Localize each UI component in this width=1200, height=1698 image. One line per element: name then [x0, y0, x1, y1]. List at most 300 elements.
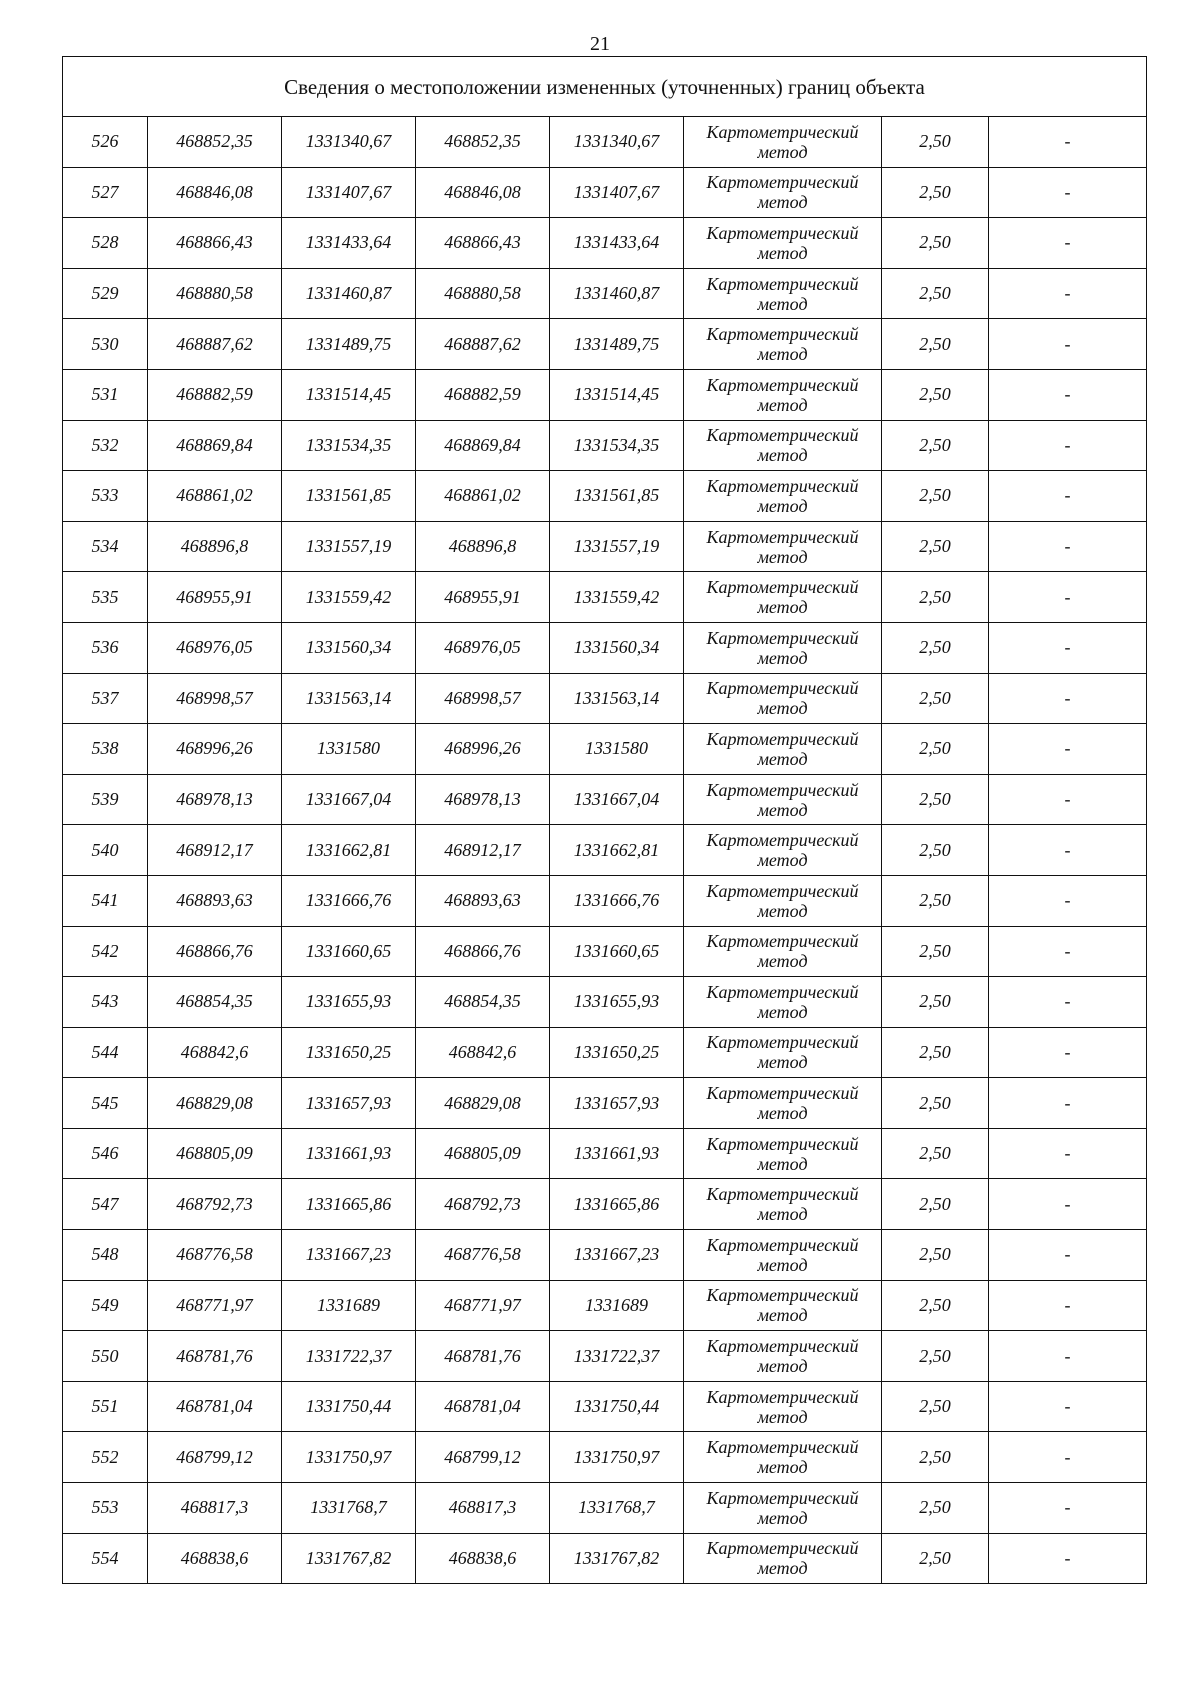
note-cell: -: [989, 1078, 1147, 1129]
method-line-1: Картометрический: [706, 172, 859, 193]
accuracy-cell: 2,50: [882, 875, 989, 926]
table-row: [63, 117, 1147, 168]
method-line-2: метод: [757, 546, 808, 567]
method-line-1: Картометрический: [706, 1083, 859, 1104]
method-line-1: Картометрический: [706, 830, 859, 851]
method-line-2: метод: [757, 647, 808, 668]
refined-y-cell: 1331750,97: [550, 1432, 684, 1483]
existing-y-cell: 1331722,37: [282, 1331, 416, 1382]
accuracy-cell: 2,50: [882, 1179, 989, 1230]
method-line-2: метод: [757, 293, 808, 314]
method-line-1: Картометрический: [706, 1336, 859, 1357]
method-line-2: метод: [757, 748, 808, 769]
point-number-cell: 552: [63, 1432, 148, 1483]
existing-y-cell: 1331662,81: [282, 825, 416, 876]
refined-x-cell: 468846,08: [416, 167, 550, 218]
point-number-cell: 528: [63, 218, 148, 269]
method-cell: [684, 1078, 882, 1129]
existing-y-cell: 1331666,76: [282, 875, 416, 926]
method-line-1: Картометрический: [706, 374, 859, 395]
method-line-2: метод: [757, 900, 808, 921]
point-number-cell: 544: [63, 1027, 148, 1078]
accuracy-cell: 2,50: [882, 369, 989, 420]
existing-y-cell: 1331689: [282, 1280, 416, 1331]
table-row: [63, 1179, 1147, 1230]
method-line-1: Картометрический: [706, 1386, 859, 1407]
note-cell: -: [989, 1381, 1147, 1432]
accuracy-cell: 2,50: [882, 1381, 989, 1432]
method-cell: [684, 1533, 882, 1584]
method-cell: [684, 1331, 882, 1382]
accuracy-cell: 2,50: [882, 724, 989, 775]
method-cell: [684, 724, 882, 775]
existing-y-cell: 1331750,44: [282, 1381, 416, 1432]
existing-y-cell: 1331534,35: [282, 420, 416, 471]
method-cell: [684, 926, 882, 977]
refined-y-cell: 1331560,34: [550, 622, 684, 673]
accuracy-cell: 2,50: [882, 521, 989, 572]
method-cell: [684, 1230, 882, 1281]
note-cell: -: [989, 471, 1147, 522]
refined-y-cell: 1331661,93: [550, 1128, 684, 1179]
refined-x-cell: 468781,04: [416, 1381, 550, 1432]
refined-y-cell: 1331665,86: [550, 1179, 684, 1230]
point-number-cell: 553: [63, 1483, 148, 1534]
table-row: [63, 218, 1147, 269]
method-cell: [684, 117, 882, 168]
existing-y-cell: 1331657,93: [282, 1078, 416, 1129]
point-number-cell: 541: [63, 875, 148, 926]
method-line-2: метод: [757, 1457, 808, 1478]
existing-y-cell: 1331340,67: [282, 117, 416, 168]
note-cell: -: [989, 218, 1147, 269]
method-line-2: метод: [757, 1558, 808, 1579]
existing-x-cell: 468771,97: [148, 1280, 282, 1331]
note-cell: -: [989, 521, 1147, 572]
method-line-2: метод: [757, 192, 808, 213]
point-number-cell: 542: [63, 926, 148, 977]
accuracy-cell: 2,50: [882, 1331, 989, 1382]
existing-y-cell: 1331557,19: [282, 521, 416, 572]
point-number-cell: 532: [63, 420, 148, 471]
refined-y-cell: 1331561,85: [550, 471, 684, 522]
method-line-2: метод: [757, 850, 808, 871]
accuracy-cell: 2,50: [882, 1432, 989, 1483]
method-cell: [684, 268, 882, 319]
note-cell: -: [989, 1331, 1147, 1382]
accuracy-cell: 2,50: [882, 774, 989, 825]
note-cell: -: [989, 1128, 1147, 1179]
refined-y-cell: 1331750,44: [550, 1381, 684, 1432]
point-number-cell: 546: [63, 1128, 148, 1179]
existing-y-cell: 1331667,23: [282, 1230, 416, 1281]
existing-x-cell: 468880,58: [148, 268, 282, 319]
accuracy-cell: 2,50: [882, 117, 989, 168]
accuracy-cell: 2,50: [882, 1280, 989, 1331]
point-number-cell: 533: [63, 471, 148, 522]
method-line-2: метод: [757, 1204, 808, 1225]
refined-y-cell: 1331660,65: [550, 926, 684, 977]
table-row: [63, 622, 1147, 673]
refined-x-cell: 468955,91: [416, 572, 550, 623]
existing-x-cell: 468978,13: [148, 774, 282, 825]
refined-y-cell: 1331340,67: [550, 117, 684, 168]
existing-y-cell: 1331655,93: [282, 977, 416, 1028]
existing-x-cell: 468866,43: [148, 218, 282, 269]
point-number-cell: 536: [63, 622, 148, 673]
refined-y-cell: 1331534,35: [550, 420, 684, 471]
accuracy-cell: 2,50: [882, 572, 989, 623]
accuracy-cell: 2,50: [882, 1078, 989, 1129]
existing-x-cell: 468776,58: [148, 1230, 282, 1281]
method-cell: [684, 218, 882, 269]
method-cell: [684, 1027, 882, 1078]
method-line-2: метод: [757, 445, 808, 466]
refined-y-cell: 1331768,7: [550, 1483, 684, 1534]
refined-y-cell: 1331689: [550, 1280, 684, 1331]
method-line-1: Картометрический: [706, 1032, 859, 1053]
table-row: [63, 1533, 1147, 1584]
method-line-1: Картометрический: [706, 425, 859, 446]
existing-y-cell: 1331750,97: [282, 1432, 416, 1483]
method-line-2: метод: [757, 495, 808, 516]
method-line-1: Картометрический: [706, 1234, 859, 1255]
method-line-2: метод: [757, 1052, 808, 1073]
existing-x-cell: 468781,76: [148, 1331, 282, 1382]
boundary-coordinates-table: [62, 56, 1147, 1584]
existing-x-cell: 468792,73: [148, 1179, 282, 1230]
note-cell: -: [989, 1483, 1147, 1534]
note-cell: -: [989, 977, 1147, 1028]
existing-x-cell: 468869,84: [148, 420, 282, 471]
existing-y-cell: 1331561,85: [282, 471, 416, 522]
existing-x-cell: 468998,57: [148, 673, 282, 724]
existing-x-cell: 468896,8: [148, 521, 282, 572]
point-number-cell: 531: [63, 369, 148, 420]
method-cell: [684, 572, 882, 623]
refined-x-cell: 468829,08: [416, 1078, 550, 1129]
existing-y-cell: 1331407,67: [282, 167, 416, 218]
existing-y-cell: 1331489,75: [282, 319, 416, 370]
method-cell: [684, 1128, 882, 1179]
accuracy-cell: 2,50: [882, 218, 989, 269]
method-cell: [684, 1280, 882, 1331]
refined-x-cell: 468852,35: [416, 117, 550, 168]
note-cell: -: [989, 1432, 1147, 1483]
existing-y-cell: 1331514,45: [282, 369, 416, 420]
point-number-cell: 540: [63, 825, 148, 876]
existing-x-cell: 468852,35: [148, 117, 282, 168]
method-line-1: Картометрический: [706, 273, 859, 294]
accuracy-cell: 2,50: [882, 1230, 989, 1281]
table-row: [63, 1381, 1147, 1432]
refined-y-cell: 1331655,93: [550, 977, 684, 1028]
page-number: 21: [590, 33, 610, 55]
table-row: [63, 521, 1147, 572]
refined-y-cell: 1331433,64: [550, 218, 684, 269]
method-line-2: метод: [757, 1507, 808, 1528]
method-line-1: Картометрический: [706, 121, 859, 142]
table-row: [63, 774, 1147, 825]
refined-x-cell: 468854,35: [416, 977, 550, 1028]
point-number-cell: 534: [63, 521, 148, 572]
table-row: [63, 471, 1147, 522]
existing-y-cell: 1331580: [282, 724, 416, 775]
refined-x-cell: 468912,17: [416, 825, 550, 876]
table-row: [63, 825, 1147, 876]
table-row: [63, 1078, 1147, 1129]
method-cell: [684, 1432, 882, 1483]
table-body: [63, 57, 1147, 1584]
refined-x-cell: 468978,13: [416, 774, 550, 825]
table-row: [63, 1128, 1147, 1179]
method-line-2: метод: [757, 799, 808, 820]
existing-x-cell: 468996,26: [148, 724, 282, 775]
table-row: [63, 1483, 1147, 1534]
refined-y-cell: 1331514,45: [550, 369, 684, 420]
refined-y-cell: 1331489,75: [550, 319, 684, 370]
note-cell: -: [989, 572, 1147, 623]
existing-y-cell: 1331661,93: [282, 1128, 416, 1179]
table-title: Сведения о местоположении измененных (уточненных) границ объекта: [63, 57, 1147, 117]
method-line-2: метод: [757, 951, 808, 972]
note-cell: -: [989, 319, 1147, 370]
note-cell: -: [989, 1280, 1147, 1331]
method-cell: [684, 673, 882, 724]
accuracy-cell: 2,50: [882, 622, 989, 673]
existing-x-cell: 468854,35: [148, 977, 282, 1028]
point-number-cell: 538: [63, 724, 148, 775]
note-cell: -: [989, 1533, 1147, 1584]
existing-y-cell: 1331665,86: [282, 1179, 416, 1230]
refined-y-cell: 1331767,82: [550, 1533, 684, 1584]
note-cell: -: [989, 774, 1147, 825]
method-cell: [684, 875, 882, 926]
method-cell: [684, 774, 882, 825]
existing-x-cell: 468866,76: [148, 926, 282, 977]
table-row: [63, 875, 1147, 926]
accuracy-cell: 2,50: [882, 1533, 989, 1584]
point-number-cell: 550: [63, 1331, 148, 1382]
table-row: [63, 1280, 1147, 1331]
method-line-1: Картометрический: [706, 1437, 859, 1458]
refined-x-cell: 468861,02: [416, 471, 550, 522]
refined-x-cell: 468799,12: [416, 1432, 550, 1483]
refined-x-cell: 468805,09: [416, 1128, 550, 1179]
method-cell: [684, 369, 882, 420]
note-cell: -: [989, 724, 1147, 775]
refined-y-cell: 1331557,19: [550, 521, 684, 572]
accuracy-cell: 2,50: [882, 926, 989, 977]
refined-x-cell: 468776,58: [416, 1230, 550, 1281]
note-cell: -: [989, 1179, 1147, 1230]
note-cell: -: [989, 825, 1147, 876]
existing-y-cell: 1331650,25: [282, 1027, 416, 1078]
refined-y-cell: 1331667,04: [550, 774, 684, 825]
method-cell: [684, 1179, 882, 1230]
note-cell: -: [989, 420, 1147, 471]
table-row: [63, 1432, 1147, 1483]
refined-x-cell: 468887,62: [416, 319, 550, 370]
existing-x-cell: 468882,59: [148, 369, 282, 420]
point-number-cell: 548: [63, 1230, 148, 1281]
note-cell: -: [989, 622, 1147, 673]
point-number-cell: 551: [63, 1381, 148, 1432]
table-row: [63, 319, 1147, 370]
method-cell: [684, 420, 882, 471]
refined-y-cell: 1331650,25: [550, 1027, 684, 1078]
accuracy-cell: 2,50: [882, 825, 989, 876]
refined-x-cell: 468893,63: [416, 875, 550, 926]
point-number-cell: 549: [63, 1280, 148, 1331]
accuracy-cell: 2,50: [882, 1128, 989, 1179]
refined-x-cell: 468896,8: [416, 521, 550, 572]
accuracy-cell: 2,50: [882, 673, 989, 724]
refined-x-cell: 468771,97: [416, 1280, 550, 1331]
table-row: [63, 673, 1147, 724]
refined-x-cell: 468842,6: [416, 1027, 550, 1078]
point-number-cell: 554: [63, 1533, 148, 1584]
note-cell: -: [989, 926, 1147, 977]
accuracy-cell: 2,50: [882, 268, 989, 319]
existing-y-cell: 1331559,42: [282, 572, 416, 623]
accuracy-cell: 2,50: [882, 420, 989, 471]
refined-x-cell: 468882,59: [416, 369, 550, 420]
note-cell: -: [989, 673, 1147, 724]
method-line-1: Картометрический: [706, 475, 859, 496]
method-line-1: Картометрический: [706, 931, 859, 952]
refined-y-cell: 1331580: [550, 724, 684, 775]
table-row: [63, 420, 1147, 471]
method-line-2: метод: [757, 1356, 808, 1377]
accuracy-cell: 2,50: [882, 977, 989, 1028]
method-cell: [684, 167, 882, 218]
refined-y-cell: 1331722,37: [550, 1331, 684, 1382]
method-line-2: метод: [757, 344, 808, 365]
method-line-2: метод: [757, 394, 808, 415]
refined-x-cell: 468866,43: [416, 218, 550, 269]
table-row: [63, 369, 1147, 420]
refined-y-cell: 1331657,93: [550, 1078, 684, 1129]
refined-x-cell: 468781,76: [416, 1331, 550, 1382]
method-line-2: метод: [757, 1153, 808, 1174]
method-line-1: Картометрический: [706, 1487, 859, 1508]
method-cell: [684, 1483, 882, 1534]
existing-x-cell: 468861,02: [148, 471, 282, 522]
refined-y-cell: 1331559,42: [550, 572, 684, 623]
existing-x-cell: 468842,6: [148, 1027, 282, 1078]
method-line-1: Картометрический: [706, 1285, 859, 1306]
existing-y-cell: 1331660,65: [282, 926, 416, 977]
refined-x-cell: 468869,84: [416, 420, 550, 471]
method-line-1: Картометрический: [706, 728, 859, 749]
existing-x-cell: 468912,17: [148, 825, 282, 876]
method-line-1: Картометрический: [706, 1133, 859, 1154]
method-line-1: Картометрический: [706, 526, 859, 547]
refined-y-cell: 1331460,87: [550, 268, 684, 319]
method-line-1: Картометрический: [706, 779, 859, 800]
point-number-cell: 527: [63, 167, 148, 218]
method-line-1: Картометрический: [706, 880, 859, 901]
table-row: [63, 724, 1147, 775]
method-line-2: метод: [757, 242, 808, 263]
point-number-cell: 545: [63, 1078, 148, 1129]
refined-y-cell: 1331667,23: [550, 1230, 684, 1281]
refined-y-cell: 1331563,14: [550, 673, 684, 724]
method-line-2: метод: [757, 597, 808, 618]
method-line-2: метод: [757, 1406, 808, 1427]
method-line-1: Картометрический: [706, 577, 859, 598]
refined-x-cell: 468792,73: [416, 1179, 550, 1230]
existing-y-cell: 1331768,7: [282, 1483, 416, 1534]
note-cell: -: [989, 1230, 1147, 1281]
method-line-2: метод: [757, 1254, 808, 1275]
method-line-2: метод: [757, 1103, 808, 1124]
existing-x-cell: 468799,12: [148, 1432, 282, 1483]
accuracy-cell: 2,50: [882, 471, 989, 522]
refined-x-cell: 468996,26: [416, 724, 550, 775]
table-row: [63, 977, 1147, 1028]
point-number-cell: 529: [63, 268, 148, 319]
method-cell: [684, 825, 882, 876]
method-line-2: метод: [757, 1001, 808, 1022]
existing-x-cell: 468781,04: [148, 1381, 282, 1432]
existing-y-cell: 1331433,64: [282, 218, 416, 269]
table-row: [63, 572, 1147, 623]
existing-x-cell: 468846,08: [148, 167, 282, 218]
existing-x-cell: 468955,91: [148, 572, 282, 623]
existing-x-cell: 468829,08: [148, 1078, 282, 1129]
existing-x-cell: 468838,6: [148, 1533, 282, 1584]
method-line-1: Картометрический: [706, 981, 859, 1002]
existing-y-cell: 1331460,87: [282, 268, 416, 319]
method-line-1: Картометрический: [706, 324, 859, 345]
point-number-cell: 530: [63, 319, 148, 370]
note-cell: -: [989, 369, 1147, 420]
existing-y-cell: 1331563,14: [282, 673, 416, 724]
method-line-1: Картометрический: [706, 222, 859, 243]
refined-x-cell: 468976,05: [416, 622, 550, 673]
table-row: [63, 167, 1147, 218]
point-number-cell: 526: [63, 117, 148, 168]
note-cell: -: [989, 875, 1147, 926]
existing-x-cell: 468976,05: [148, 622, 282, 673]
table-row: [63, 1027, 1147, 1078]
method-line-2: метод: [757, 698, 808, 719]
note-cell: -: [989, 117, 1147, 168]
existing-y-cell: 1331667,04: [282, 774, 416, 825]
existing-x-cell: 468887,62: [148, 319, 282, 370]
refined-y-cell: 1331407,67: [550, 167, 684, 218]
existing-y-cell: 1331560,34: [282, 622, 416, 673]
method-cell: [684, 319, 882, 370]
method-line-2: метод: [757, 141, 808, 162]
existing-x-cell: 468893,63: [148, 875, 282, 926]
table-row: [63, 268, 1147, 319]
note-cell: -: [989, 268, 1147, 319]
method-line-1: Картометрический: [706, 1538, 859, 1559]
refined-x-cell: 468866,76: [416, 926, 550, 977]
table-row: [63, 1230, 1147, 1281]
refined-x-cell: 468817,3: [416, 1483, 550, 1534]
table-row: [63, 926, 1147, 977]
method-line-2: метод: [757, 1305, 808, 1326]
method-cell: [684, 471, 882, 522]
method-line-1: Картометрический: [706, 1184, 859, 1205]
note-cell: -: [989, 1027, 1147, 1078]
point-number-cell: 535: [63, 572, 148, 623]
point-number-cell: 537: [63, 673, 148, 724]
